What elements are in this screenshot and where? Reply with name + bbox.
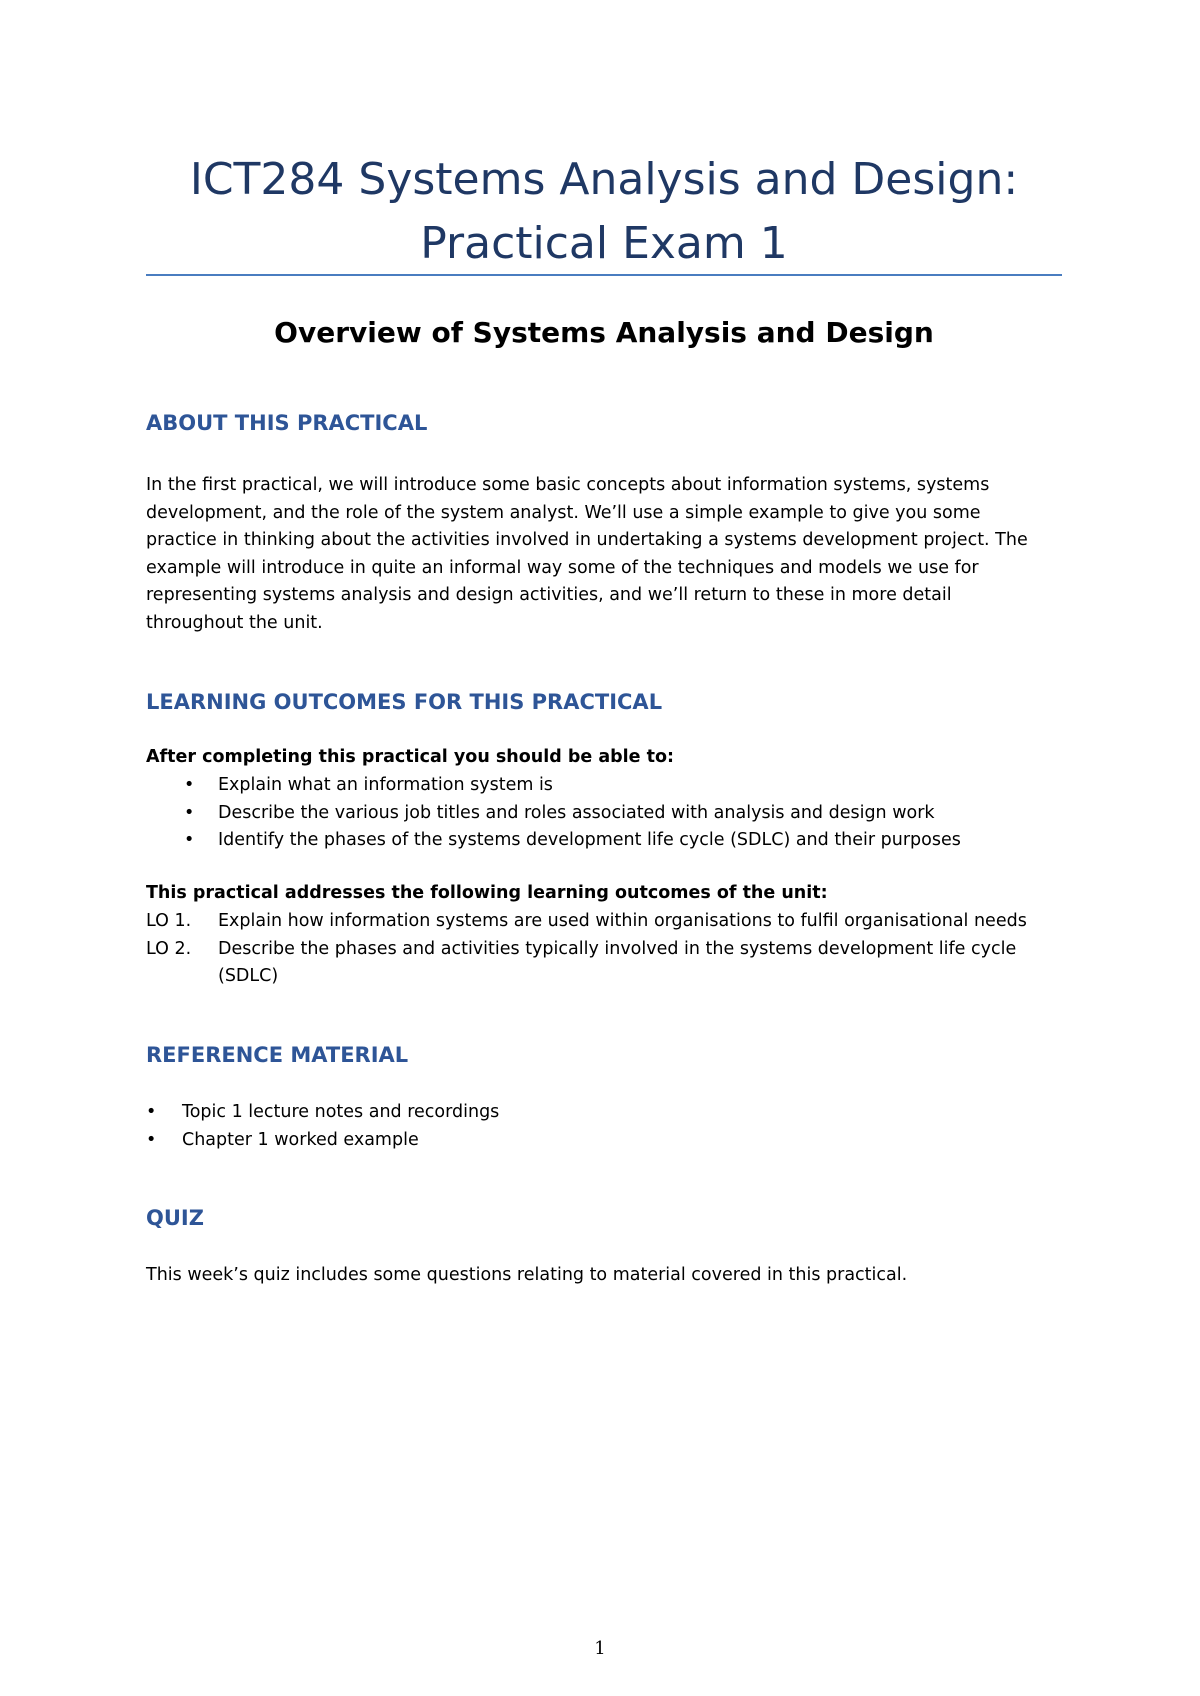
- about-line: throughout the unit.: [146, 612, 323, 633]
- list-item: • Identify the phases of the systems development life cycle (SDLC) and their purposes: [146, 827, 1066, 855]
- lo-number: LO 2.: [146, 938, 192, 959]
- about-paragraph: [146, 472, 1066, 637]
- list-item: • Topic 1 lecture notes and recordings: [146, 1099, 1066, 1127]
- about-heading: ABOUT THIS PRACTICAL: [146, 411, 428, 435]
- bullet-icon: •: [184, 802, 195, 823]
- quiz-heading: QUIZ: [146, 1206, 204, 1230]
- list-item: • Chapter 1 worked example: [146, 1127, 1066, 1155]
- about-line: In the first practical, we will introduce some basic concepts about information systems, systems: [146, 475, 990, 495]
- about-line: example will introduce in quite an informal way some of the techniques and models we use for: [146, 557, 979, 578]
- about-line: development, and the role of the system analyst. We’ll use a simple example to give you some: [146, 502, 981, 523]
- quiz-text: This week’s quiz includes some questions relating to material covered in this practical.: [146, 1265, 908, 1285]
- bullet-icon: •: [184, 775, 195, 795]
- list-item: [146, 936, 1066, 991]
- bullet-icon: •: [184, 830, 195, 850]
- bullet-icon: •: [146, 1129, 157, 1150]
- document-title: [146, 148, 1062, 276]
- about-line: practice in thinking about the activities involved in undertaking a systems development project. The: [146, 530, 1028, 550]
- list-item: • Explain what an information system is: [146, 772, 1066, 800]
- title-line-2: Practical Exam 1: [420, 218, 788, 269]
- document-subtitle: Overview of Systems Analysis and Design: [274, 316, 934, 349]
- reference-list: [146, 1099, 1066, 1154]
- list-item: [146, 908, 1066, 936]
- lo-number: LO 1.: [146, 911, 192, 931]
- outcomes-heading: LEARNING OUTCOMES FOR THIS PRACTICAL: [146, 690, 663, 714]
- outcomes-list: [146, 772, 1066, 855]
- title-divider: [146, 274, 1062, 276]
- lo-text: Describe the phases and activities typically involved in the systems development life cycle (SDLC): [218, 938, 1017, 986]
- page-number: 1: [594, 1638, 606, 1659]
- unit-outcomes-list: [146, 908, 1066, 991]
- outcomes-intro: After completing this practical you should be able to:: [146, 747, 675, 767]
- lo-text: Explain how information systems are used within organisations to fulfil organisational needs: [218, 911, 1027, 931]
- about-line: representing systems analysis and design activities, and we’ll return to these in more detail: [146, 585, 952, 605]
- unit-outcomes-intro: This practical addresses the following learning outcomes of the unit:: [146, 883, 828, 903]
- bullet-icon: •: [146, 1102, 157, 1122]
- reference-heading: REFERENCE MATERIAL: [146, 1043, 409, 1067]
- list-item: • Describe the various job titles and roles associated with analysis and design work: [146, 800, 1066, 828]
- title-line-1: ICT284 Systems Analysis and Design:: [189, 154, 1019, 205]
